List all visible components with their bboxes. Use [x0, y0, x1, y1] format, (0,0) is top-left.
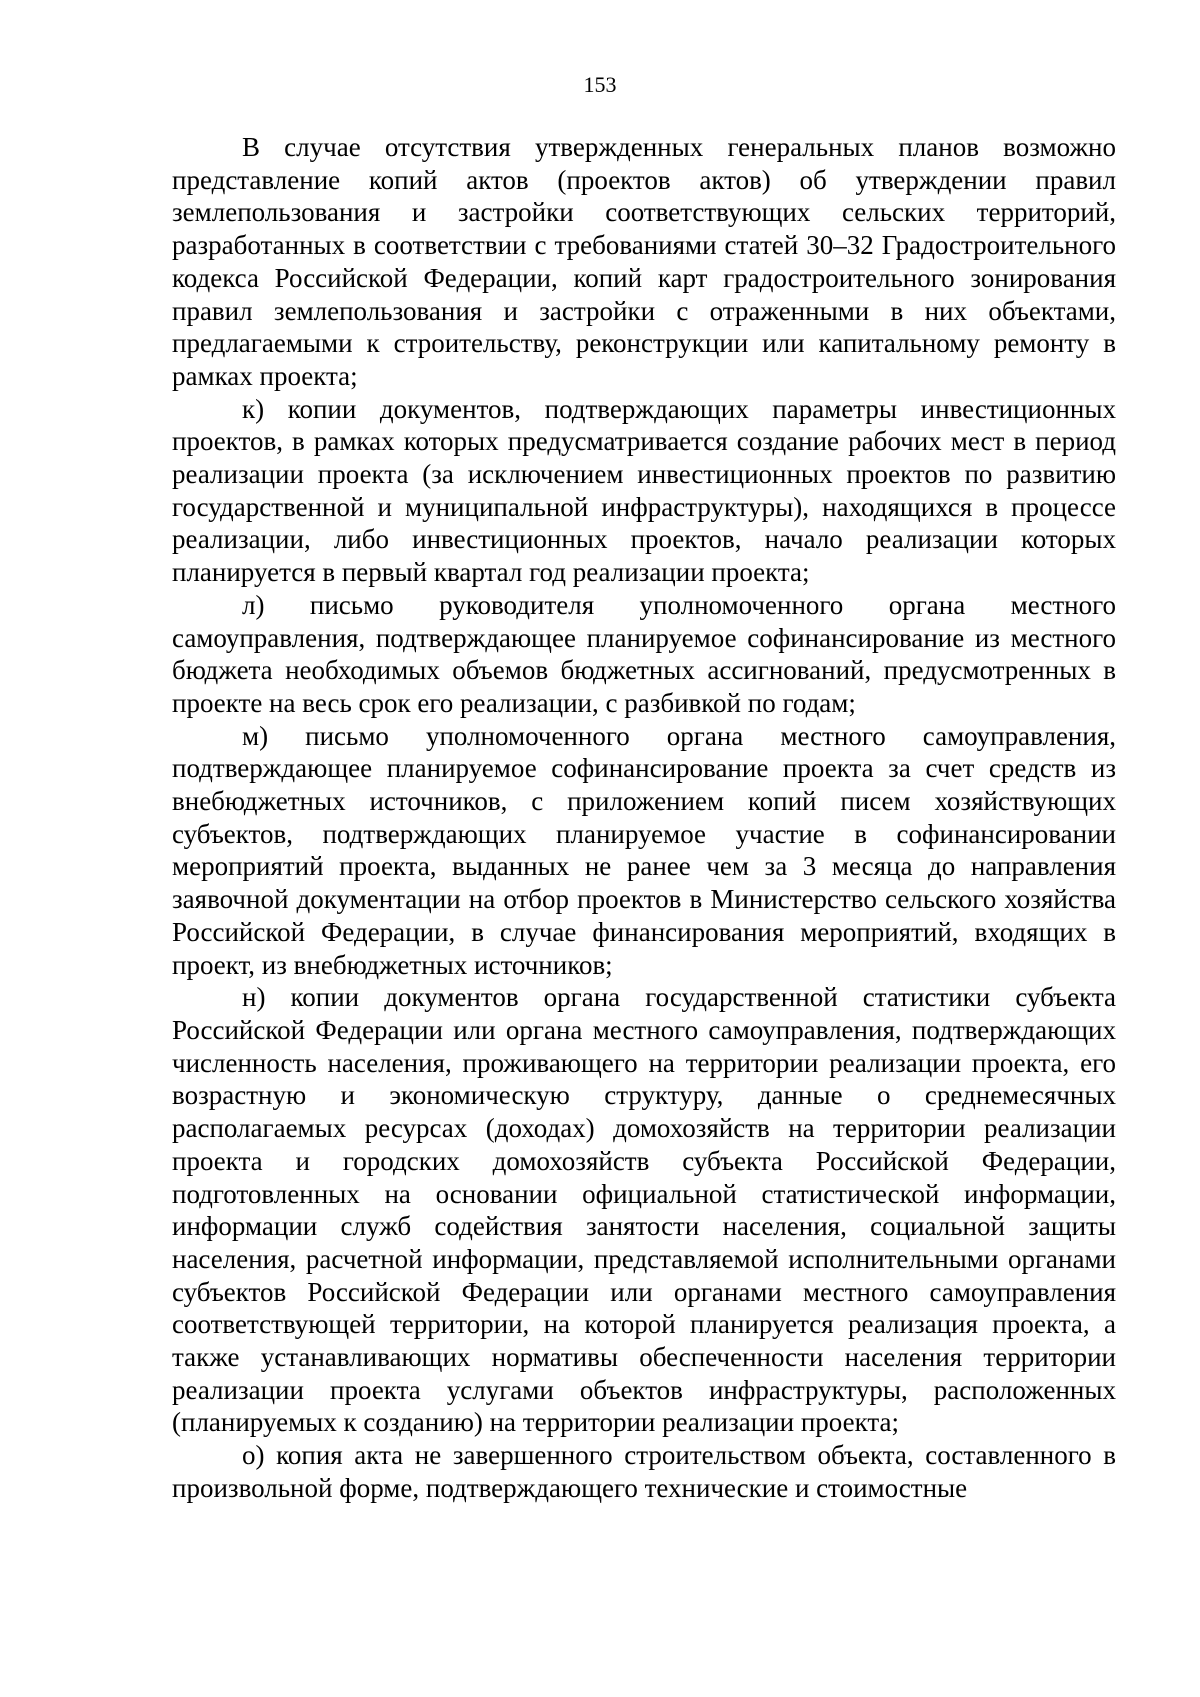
document-body — [172, 131, 1116, 1505]
paragraph-item-l: л) письмо руководителя уполномоченного органа местного самоуправления, подтверждающее планируемое софинансирование из местного бюджета необходимых объемов бюджетных ассигнований, предусмотренных в проекте на весь срок его реализации, с разбивкой по годам; — [172, 589, 1116, 718]
paragraph-item-o: о) копия акта не завершенного строительством объекта, составленного в произвольной форме, подтверждающего технические и стоимостные — [172, 1440, 1116, 1503]
paragraph-general-plans: В случае отсутствия утвержденных генеральных планов возможно представление копий актов (проектов актов) об утверждении правил землепользования и застройки соответствующих сельских территорий, разработанных в соответствии с требованиями статей 30–32 Градостроительного кодекса Российской Федерации, копий карт градостроительного зонирования правил землепользования и застройки с отраженными в них объектами, предлагаемыми к строительству, реконструкции или капитальному ремонту в рамках проекта; — [172, 132, 1116, 391]
paragraph-item-n: н) копии документов органа государственной статистики субъекта Российской Федерации или органа местного самоуправления, подтверждающих численность населения, проживающего на территории реализации проекта, его возрастную и экономическую структуру, данные о среднемесячных располагаемых ресурсах (доходах) домохозяйств на территории реализации проекта и городских домохозяйств субъекта Российской Федерации, подготовленных на основании официальной статистической информации, информации служб содействия занятости населения, социальной защиты населения, расчетной информации, представляемой исполнительными органами субъектов Российской Федерации или органами местного самоуправления соответствующей территории, на которой планируется реализация проекта, а также устанавливающих нормативы обеспеченности населения территории реализации проекта услугами объектов инфраструктуры, расположенных (планируемых к созданию) на территории реализации проекта; — [172, 982, 1116, 1438]
paragraph-item-k: к) копии документов, подтверждающих параметры инвестиционных проектов, в рамках которых предусматривается создание рабочих мест в период реализации проекта (за исключением инвестиционных проектов по развитию государственной и муниципальной инфраструктуры), находящихся в процессе реализации, либо инвестиционных проектов, начало реализации которых планируется в первый квартал год реализации проекта; — [172, 393, 1116, 588]
paragraph-item-m: м) письмо уполномоченного органа местного самоуправления, подтверждающее планируемое софинансирование проекта за счет средств из внебюджетных источников, с приложением копий писем хозяйствующих субъектов, подтверждающих планируемое участие в софинансировании мероприятий проекта, выданных не ранее чем за 3 месяца до направления заявочной документации на отбор проектов в Министерство сельского хозяйства Российской Федерации, в случае финансирования мероприятий, входящих в проект, из внебюджетных источников; — [172, 720, 1116, 980]
page-number: 153 — [583, 72, 617, 97]
